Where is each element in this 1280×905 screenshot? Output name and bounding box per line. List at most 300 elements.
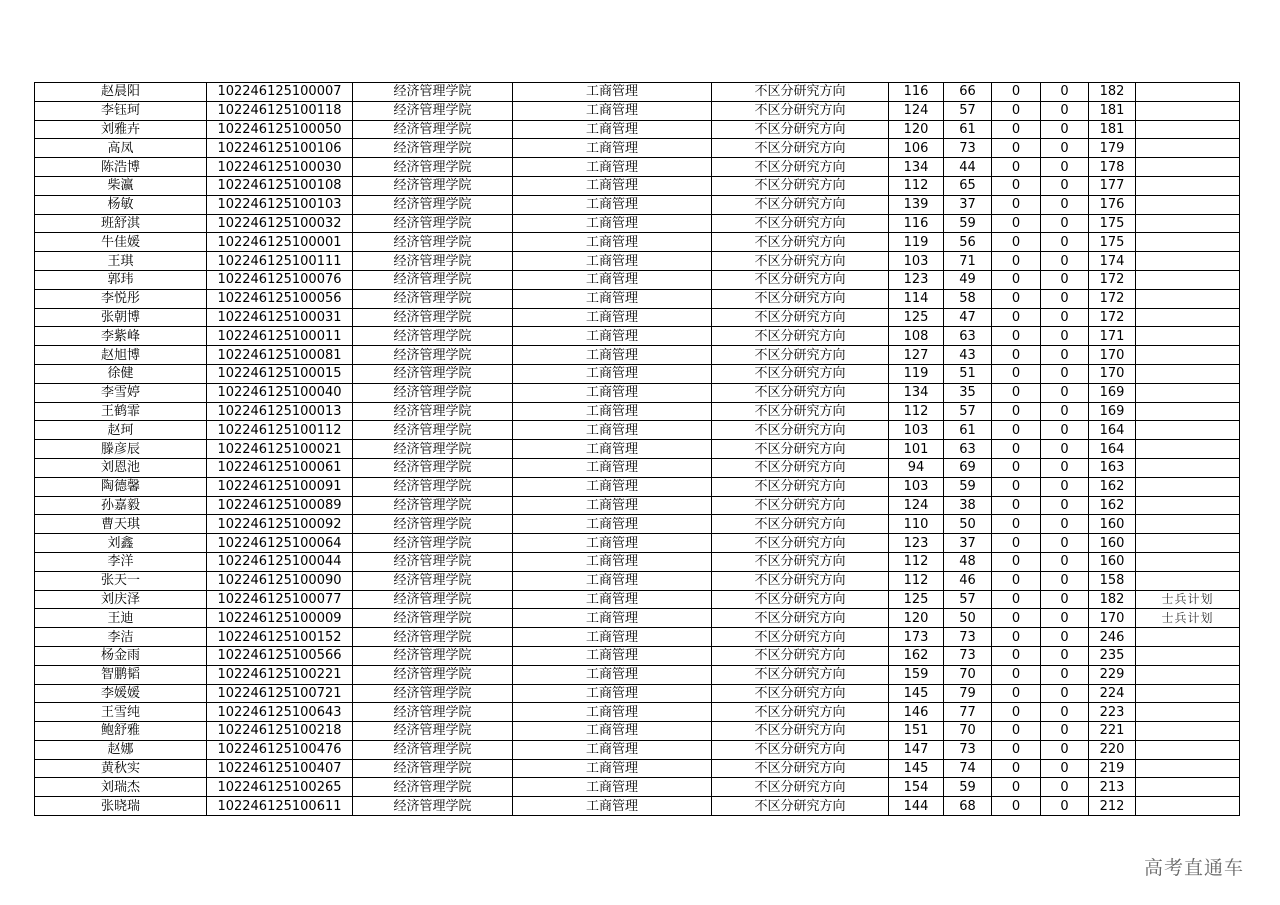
cell-college: 经济管理学院 [353,797,513,816]
cell-college: 经济管理学院 [353,83,513,102]
cell-major: 工商管理 [513,120,712,139]
cell-exam-id: 102246125100032 [207,214,353,233]
cell-direction: 不区分研究方向 [712,778,889,797]
cell-score-2: 68 [944,797,992,816]
cell-college: 经济管理学院 [353,778,513,797]
cell-score-3: 0 [992,327,1041,346]
cell-exam-id: 102246125100721 [207,684,353,703]
cell-score-1: 123 [889,534,944,553]
cell-score-2: 59 [944,778,992,797]
cell-score-1: 173 [889,628,944,647]
score-table-body [35,83,1240,816]
cell-name: 班舒淇 [35,214,207,233]
cell-direction: 不区分研究方向 [712,233,889,252]
table-row [35,646,1240,665]
cell-exam-id: 102246125100076 [207,270,353,289]
cell-direction: 不区分研究方向 [712,534,889,553]
cell-score-3: 0 [992,383,1041,402]
cell-total: 181 [1089,120,1136,139]
cell-score-1: 124 [889,496,944,515]
cell-total: 169 [1089,383,1136,402]
cell-major: 工商管理 [513,759,712,778]
cell-total: 163 [1089,458,1136,477]
cell-major: 工商管理 [513,477,712,496]
cell-note [1136,364,1240,383]
cell-score-3: 0 [992,364,1041,383]
cell-score-4: 0 [1041,308,1089,327]
cell-score-1: 119 [889,364,944,383]
cell-score-4: 0 [1041,722,1089,741]
cell-note [1136,628,1240,647]
cell-total: 158 [1089,571,1136,590]
cell-exam-id: 102246125100077 [207,590,353,609]
cell-total: 172 [1089,289,1136,308]
cell-direction: 不区分研究方向 [712,740,889,759]
table-row [35,270,1240,289]
table-row [35,797,1240,816]
cell-direction: 不区分研究方向 [712,83,889,102]
cell-exam-id: 102246125100106 [207,139,353,158]
cell-name: 刘庆泽 [35,590,207,609]
cell-total: 160 [1089,515,1136,534]
cell-score-4: 0 [1041,684,1089,703]
cell-total: 223 [1089,703,1136,722]
cell-score-2: 70 [944,665,992,684]
cell-score-2: 73 [944,740,992,759]
table-row [35,496,1240,515]
cell-score-4: 0 [1041,195,1089,214]
cell-major: 工商管理 [513,83,712,102]
cell-note [1136,684,1240,703]
cell-direction: 不区分研究方向 [712,364,889,383]
cell-score-3: 0 [992,609,1041,628]
cell-college: 经济管理学院 [353,609,513,628]
cell-score-4: 0 [1041,571,1089,590]
cell-score-3: 0 [992,628,1041,647]
cell-total: 162 [1089,477,1136,496]
cell-total: 160 [1089,552,1136,571]
cell-score-4: 0 [1041,759,1089,778]
cell-exam-id: 102246125100265 [207,778,353,797]
cell-major: 工商管理 [513,797,712,816]
cell-note [1136,101,1240,120]
cell-note [1136,252,1240,271]
cell-score-1: 114 [889,289,944,308]
cell-score-3: 0 [992,665,1041,684]
cell-exam-id: 102246125100021 [207,440,353,459]
cell-college: 经济管理学院 [353,740,513,759]
cell-name: 杨敏 [35,195,207,214]
cell-score-4: 0 [1041,83,1089,102]
cell-score-2: 48 [944,552,992,571]
cell-direction: 不区分研究方向 [712,759,889,778]
cell-name: 郭玮 [35,270,207,289]
cell-total: 224 [1089,684,1136,703]
cell-total: 175 [1089,214,1136,233]
cell-score-4: 0 [1041,289,1089,308]
cell-name: 刘瑞杰 [35,778,207,797]
cell-total: 162 [1089,496,1136,515]
cell-note [1136,515,1240,534]
cell-college: 经济管理学院 [353,534,513,553]
cell-total: 170 [1089,346,1136,365]
cell-exam-id: 102246125100108 [207,176,353,195]
cell-score-3: 0 [992,534,1041,553]
cell-direction: 不区分研究方向 [712,252,889,271]
cell-exam-id: 102246125100089 [207,496,353,515]
cell-score-1: 112 [889,176,944,195]
cell-total: 212 [1089,797,1136,816]
cell-note: 士兵计划 [1136,609,1240,628]
cell-score-1: 94 [889,458,944,477]
cell-note: 士兵计划 [1136,590,1240,609]
cell-score-1: 116 [889,83,944,102]
cell-score-2: 57 [944,402,992,421]
cell-note [1136,83,1240,102]
cell-note [1136,440,1240,459]
cell-score-3: 0 [992,308,1041,327]
cell-note [1136,477,1240,496]
cell-exam-id: 102246125100056 [207,289,353,308]
cell-name: 赵旭博 [35,346,207,365]
cell-score-4: 0 [1041,139,1089,158]
cell-direction: 不区分研究方向 [712,515,889,534]
cell-major: 工商管理 [513,270,712,289]
cell-college: 经济管理学院 [353,665,513,684]
cell-college: 经济管理学院 [353,252,513,271]
cell-direction: 不区分研究方向 [712,176,889,195]
cell-total: 176 [1089,195,1136,214]
cell-direction: 不区分研究方向 [712,383,889,402]
cell-note [1136,797,1240,816]
cell-name: 李雪婷 [35,383,207,402]
cell-score-2: 38 [944,496,992,515]
table-row [35,346,1240,365]
cell-score-4: 0 [1041,440,1089,459]
table-row [35,158,1240,177]
cell-exam-id: 102246125100061 [207,458,353,477]
cell-score-1: 108 [889,327,944,346]
cell-note [1136,534,1240,553]
cell-score-1: 123 [889,270,944,289]
cell-college: 经济管理学院 [353,402,513,421]
cell-college: 经济管理学院 [353,571,513,590]
cell-score-4: 0 [1041,496,1089,515]
cell-name: 滕彦辰 [35,440,207,459]
cell-score-4: 0 [1041,402,1089,421]
cell-note [1136,327,1240,346]
cell-score-3: 0 [992,158,1041,177]
cell-exam-id: 102246125100009 [207,609,353,628]
cell-college: 经济管理学院 [353,703,513,722]
cell-major: 工商管理 [513,158,712,177]
cell-score-1: 103 [889,252,944,271]
cell-score-4: 0 [1041,797,1089,816]
cell-direction: 不区分研究方向 [712,101,889,120]
cell-score-4: 0 [1041,458,1089,477]
cell-college: 经济管理学院 [353,346,513,365]
cell-major: 工商管理 [513,609,712,628]
table-row [35,740,1240,759]
cell-total: 182 [1089,590,1136,609]
cell-score-4: 0 [1041,346,1089,365]
cell-major: 工商管理 [513,515,712,534]
cell-exam-id: 102246125100112 [207,421,353,440]
cell-exam-id: 102246125100031 [207,308,353,327]
table-row [35,214,1240,233]
cell-score-4: 0 [1041,270,1089,289]
cell-score-1: 145 [889,759,944,778]
cell-name: 陶德馨 [35,477,207,496]
cell-direction: 不区分研究方向 [712,458,889,477]
cell-exam-id: 102246125100081 [207,346,353,365]
cell-score-2: 59 [944,214,992,233]
cell-college: 经济管理学院 [353,628,513,647]
cell-exam-id: 102246125100118 [207,101,353,120]
table-row [35,252,1240,271]
cell-score-2: 37 [944,534,992,553]
cell-college: 经济管理学院 [353,139,513,158]
cell-exam-id: 102246125100007 [207,83,353,102]
table-row [35,703,1240,722]
cell-score-3: 0 [992,703,1041,722]
cell-exam-id: 102246125100011 [207,327,353,346]
cell-direction: 不区分研究方向 [712,270,889,289]
cell-college: 经济管理学院 [353,759,513,778]
cell-direction: 不区分研究方向 [712,214,889,233]
cell-exam-id: 102246125100111 [207,252,353,271]
cell-score-3: 0 [992,552,1041,571]
cell-major: 工商管理 [513,327,712,346]
cell-exam-id: 102246125100407 [207,759,353,778]
table-row [35,120,1240,139]
cell-score-3: 0 [992,646,1041,665]
cell-major: 工商管理 [513,740,712,759]
cell-direction: 不区分研究方向 [712,571,889,590]
cell-name: 刘恩池 [35,458,207,477]
cell-score-1: 103 [889,477,944,496]
cell-score-2: 61 [944,120,992,139]
cell-major: 工商管理 [513,590,712,609]
cell-total: 160 [1089,534,1136,553]
cell-score-2: 70 [944,722,992,741]
cell-score-2: 35 [944,383,992,402]
cell-major: 工商管理 [513,684,712,703]
cell-total: 229 [1089,665,1136,684]
cell-college: 经济管理学院 [353,684,513,703]
cell-score-1: 162 [889,646,944,665]
cell-name: 孙嘉毅 [35,496,207,515]
table-row [35,176,1240,195]
cell-score-2: 66 [944,83,992,102]
cell-score-3: 0 [992,139,1041,158]
cell-score-2: 50 [944,609,992,628]
cell-score-2: 57 [944,590,992,609]
cell-note [1136,740,1240,759]
cell-college: 经济管理学院 [353,158,513,177]
table-row [35,308,1240,327]
cell-major: 工商管理 [513,346,712,365]
cell-total: 171 [1089,327,1136,346]
cell-score-3: 0 [992,496,1041,515]
table-row [35,759,1240,778]
cell-total: 220 [1089,740,1136,759]
cell-exam-id: 102246125100030 [207,158,353,177]
cell-exam-id: 102246125100092 [207,515,353,534]
cell-direction: 不区分研究方向 [712,402,889,421]
cell-major: 工商管理 [513,252,712,271]
cell-score-2: 61 [944,421,992,440]
cell-score-4: 0 [1041,609,1089,628]
cell-note [1136,289,1240,308]
cell-college: 经济管理学院 [353,195,513,214]
cell-exam-id: 102246125100013 [207,402,353,421]
cell-score-3: 0 [992,270,1041,289]
cell-score-3: 0 [992,346,1041,365]
cell-score-1: 106 [889,139,944,158]
table-row [35,101,1240,120]
cell-major: 工商管理 [513,101,712,120]
cell-score-3: 0 [992,120,1041,139]
table-row [35,440,1240,459]
cell-exam-id: 102246125100221 [207,665,353,684]
cell-score-2: 74 [944,759,992,778]
score-table [34,82,1240,816]
cell-college: 经济管理学院 [353,646,513,665]
cell-college: 经济管理学院 [353,496,513,515]
cell-major: 工商管理 [513,139,712,158]
cell-note [1136,421,1240,440]
cell-note [1136,665,1240,684]
cell-name: 鲍舒雅 [35,722,207,741]
cell-score-3: 0 [992,778,1041,797]
cell-score-2: 58 [944,289,992,308]
cell-total: 179 [1089,139,1136,158]
cell-total: 172 [1089,308,1136,327]
cell-college: 经济管理学院 [353,327,513,346]
cell-score-2: 77 [944,703,992,722]
cell-total: 170 [1089,609,1136,628]
cell-major: 工商管理 [513,233,712,252]
cell-major: 工商管理 [513,289,712,308]
cell-name: 李钰珂 [35,101,207,120]
cell-direction: 不区分研究方向 [712,120,889,139]
cell-score-1: 110 [889,515,944,534]
table-row [35,534,1240,553]
cell-total: 164 [1089,440,1136,459]
table-row [35,515,1240,534]
cell-college: 经济管理学院 [353,722,513,741]
cell-note [1136,233,1240,252]
cell-direction: 不区分研究方向 [712,327,889,346]
cell-score-4: 0 [1041,214,1089,233]
cell-total: 181 [1089,101,1136,120]
cell-note [1136,120,1240,139]
cell-score-4: 0 [1041,421,1089,440]
cell-name: 李洋 [35,552,207,571]
cell-name: 黄秋实 [35,759,207,778]
cell-score-2: 73 [944,139,992,158]
cell-score-4: 0 [1041,628,1089,647]
cell-college: 经济管理学院 [353,421,513,440]
cell-total: 164 [1089,421,1136,440]
cell-score-2: 69 [944,458,992,477]
table-row [35,722,1240,741]
cell-score-2: 46 [944,571,992,590]
cell-score-4: 0 [1041,778,1089,797]
cell-score-2: 63 [944,327,992,346]
cell-college: 经济管理学院 [353,120,513,139]
cell-name: 高凤 [35,139,207,158]
cell-score-1: 125 [889,308,944,327]
table-row [35,139,1240,158]
cell-total: 177 [1089,176,1136,195]
cell-score-1: 134 [889,383,944,402]
cell-note [1136,571,1240,590]
cell-college: 经济管理学院 [353,214,513,233]
cell-college: 经济管理学院 [353,101,513,120]
cell-score-3: 0 [992,101,1041,120]
cell-score-1: 112 [889,402,944,421]
table-row [35,83,1240,102]
cell-score-4: 0 [1041,158,1089,177]
cell-college: 经济管理学院 [353,289,513,308]
cell-score-2: 44 [944,158,992,177]
cell-name: 李紫峰 [35,327,207,346]
cell-score-2: 51 [944,364,992,383]
cell-major: 工商管理 [513,534,712,553]
cell-total: 178 [1089,158,1136,177]
cell-score-1: 103 [889,421,944,440]
cell-name: 赵娜 [35,740,207,759]
table-row [35,552,1240,571]
cell-college: 经济管理学院 [353,440,513,459]
cell-score-1: 120 [889,120,944,139]
cell-name: 徐健 [35,364,207,383]
table-row [35,458,1240,477]
cell-major: 工商管理 [513,628,712,647]
cell-note [1136,646,1240,665]
table-row [35,364,1240,383]
cell-score-3: 0 [992,797,1041,816]
cell-score-3: 0 [992,759,1041,778]
cell-major: 工商管理 [513,383,712,402]
cell-major: 工商管理 [513,665,712,684]
cell-direction: 不区分研究方向 [712,722,889,741]
cell-score-1: 116 [889,214,944,233]
table-row [35,383,1240,402]
cell-exam-id: 102246125100611 [207,797,353,816]
cell-major: 工商管理 [513,421,712,440]
cell-college: 经济管理学院 [353,590,513,609]
table-row [35,477,1240,496]
cell-score-1: 134 [889,158,944,177]
cell-exam-id: 102246125100001 [207,233,353,252]
cell-total: 213 [1089,778,1136,797]
cell-score-4: 0 [1041,590,1089,609]
cell-score-1: 120 [889,609,944,628]
cell-college: 经济管理学院 [353,552,513,571]
cell-direction: 不区分研究方向 [712,158,889,177]
cell-exam-id: 102246125100152 [207,628,353,647]
cell-college: 经济管理学院 [353,458,513,477]
cell-exam-id: 102246125100643 [207,703,353,722]
cell-score-2: 63 [944,440,992,459]
cell-direction: 不区分研究方向 [712,346,889,365]
cell-score-1: 144 [889,797,944,816]
cell-score-1: 139 [889,195,944,214]
cell-score-1: 145 [889,684,944,703]
